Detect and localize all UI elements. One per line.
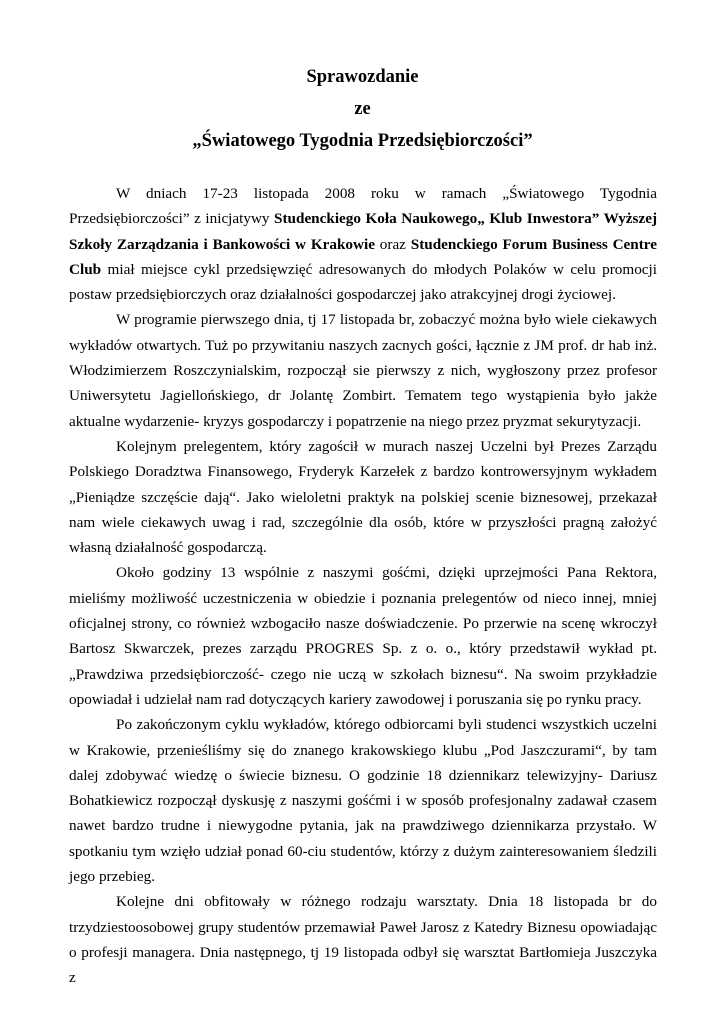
paragraph-club: Po zakończonym cyklu wykładów, którego odbiorcami byli studenci wszystkich uczelni w Krakowie, przenieśliśmy się do znanego krakowskiego klubu „Pod Jaszczurami“, by tam dalej zdobywać wiedzę o świecie biznesu. O godzinie 18 dziennikarz telewizyjny- Dariusz Bohatkiewicz rozpoczął dyskusję z naszymi gośćmi i w sposób profesjonalny zadawał czasem nawet bardzo trudne i niewygodne pytania, jak na prawdziwego dziennikarza przystało. W spotkaniu tym wzięło udział ponad 60-ciu studentów, którzy z dużym zainteresowaniem śledzili jego przebieg. <box>69 716 657 886</box>
document-title: Sprawozdanie <box>306 67 419 87</box>
document-title-connector: ze <box>354 99 371 119</box>
organizer-1: Studenckiego Koła Naukowego„ Klub Inwestora” Wyższej Szkoły Zarządzania i Bankowości w Krakowie <box>69 210 657 253</box>
paragraph-workshops: Kolejne dni obfitowały w różnego rodzaju warsztaty. Dnia 18 listopada br do trzydziestoosobowej grupy studentów przemawiał Paweł Jarosz z Katedry Biznesu opowiadając o profesji managera. Dnia następnego, tj 19 listopada odbył się warsztat Bartłomieja Juszczyka z <box>69 893 657 987</box>
intro-text-3: miał miejsce cykl przedsięwzięć adresowanych do młodych Polaków w celu promocji postaw przedsiębiorczych oraz działalności gospodarczej jako atrakcyjnej drogi życiowej. <box>69 260 657 304</box>
report-body <box>69 181 657 991</box>
intro-text-1: W dniach 17-23 listopada 2008 roku w ramach „Światowego Tygodnia Przedsiębiorczości” z inicjatywy <box>69 185 657 228</box>
intro-text-2: oraz <box>374 235 411 253</box>
paragraph-lunch: Około godziny 13 wspólnie z naszymi gośćmi, dzięki uprzejmości Pana Rektora, mieliśmy możliwość uczestniczenia w obiedzie i poznania prelegentów od nieco innej, mniej oficjalnej strony, co również wzbogaciło nasze doświadczenie. Po przerwie na scenę wkroczył Bartosz Skwarczek, prezes zarządu PROGRES Sp. z o. o., który przedstawił wykład pt. „Prawdziwa przedsiębiorczość- czego nie uczą w szkołach biznesu“. Na swoim przykładzie opowiadał i udzielał nam rad dotyczących kariery zawodowej i poruszania się po rynku pracy. <box>69 564 657 708</box>
paragraph-second-lecture: Kolejnym prelegentem, który zagościł w murach naszej Uczelni był Prezes Zarządu Polskiego Doradztwa Finansowego, Fryderyk Karzełek z bardzo kontrowersyjnym wykładem „Pieniądze szczęście dają“. Jako wieloletni praktyk na polskiej scenie biznesowej, przekazał nam wiele ciekawych uwag i rad, szczególnie dla osób, które w przyszłości pragną założyć własną działalność gospodarczą. <box>69 437 657 557</box>
paragraph-day1: W programie pierwszego dnia, tj 17 listopada br, zobaczyć można było wiele ciekawych wykładów otwartych. Tuż po przywitaniu naszych zacnych gości, łącznie z JM prof. dr hab inż. Włodzimierzem Roszczynialskim, rozpoczął sie pierwszy z nich, wygłoszony przez profesor Uniwersytetu Jagiellońskiego, dr Jolantę Zombirt. Tematem tego wystąpienia było jakże aktualne wydarzenie- kryzys gospodarczy i popatrzenie na niego przez pryzmat sekurytyzacji. <box>69 311 657 430</box>
document-subtitle: „Światowego Tygodnia Przedsiębiorczości” <box>192 131 533 151</box>
organizer-2: Studenckiego Forum Business Centre Club <box>69 235 658 278</box>
paragraph-intro <box>69 181 657 307</box>
